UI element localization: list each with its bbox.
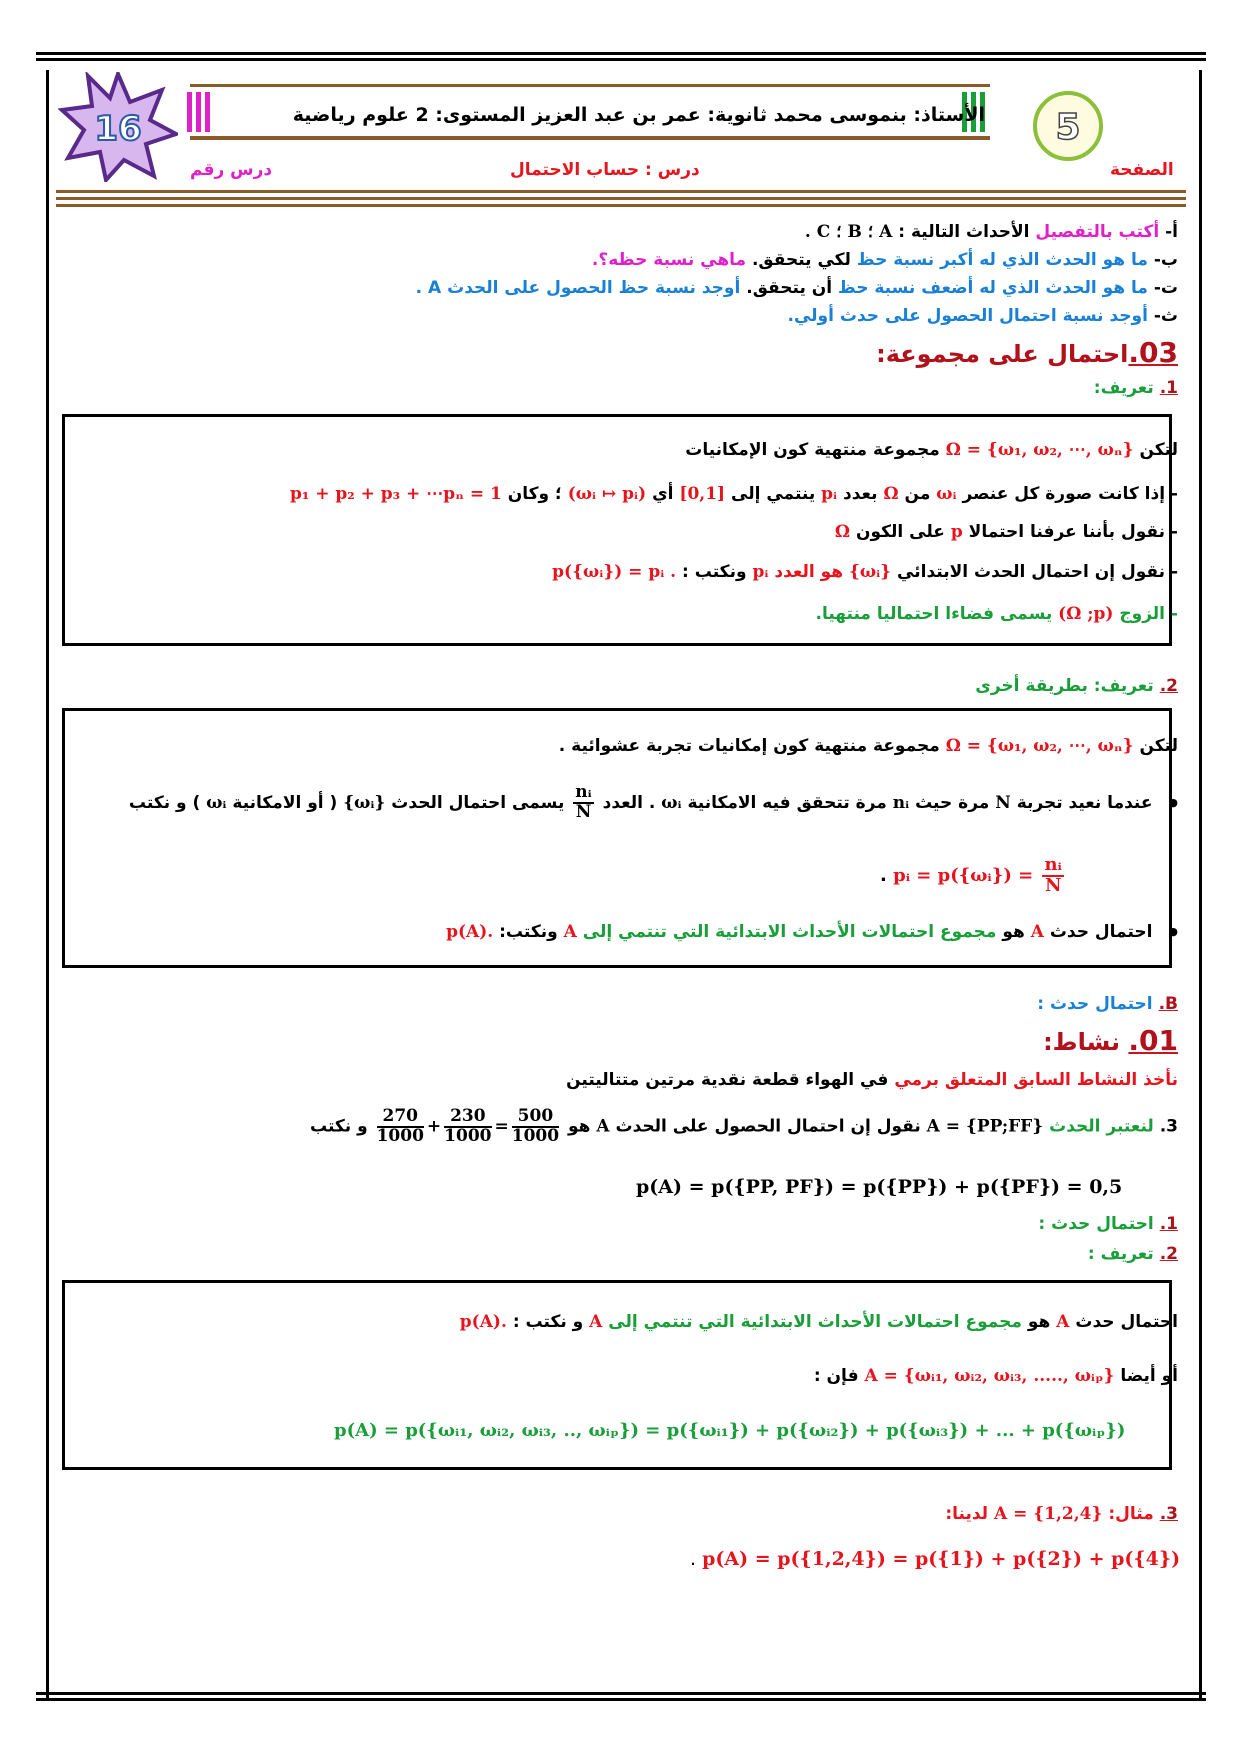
lesson-number-label: درس رقم — [190, 160, 273, 180]
def-title: تعريف: — [1093, 378, 1154, 398]
text: هو — [1027, 1312, 1051, 1332]
text: ) و نكتب — [128, 792, 201, 813]
question-b — [62, 250, 1178, 270]
pink-bar — [196, 92, 201, 132]
section-number: 03. — [1128, 336, 1178, 369]
math: Ω = {ω₁, ω₂, ⋯, ωₙ} — [945, 736, 1134, 756]
fraction — [444, 1108, 491, 1146]
top-rule — [36, 52, 1206, 55]
math: pᵢ — [821, 484, 838, 504]
bullet — [1158, 922, 1178, 942]
math: A = {1,2,4} — [993, 1504, 1103, 1524]
text: لتكن — [1139, 736, 1178, 756]
math: ωᵢ — [661, 792, 682, 813]
math: N — [995, 792, 1011, 813]
text: نقول إن احتمال الحصول على الحدث — [615, 1116, 921, 1137]
question-letter: ت- — [1153, 278, 1178, 298]
text: هو — [1002, 922, 1025, 942]
page-number: 5 — [1055, 107, 1081, 148]
def2-heading — [62, 676, 1178, 696]
math: pᵢ — [752, 562, 769, 582]
text: عندما نعيد تجربة — [1016, 792, 1153, 813]
math: A — [563, 922, 577, 942]
box1-line-2 — [62, 484, 1178, 504]
text: ونكتب : — [682, 562, 747, 582]
dot: . — [690, 1548, 697, 1570]
denominator: 1000 — [444, 1125, 492, 1146]
denominator: 1000 — [511, 1125, 560, 1146]
header-rule — [56, 204, 1186, 207]
question-part: الأحداث التالية : — [892, 222, 1036, 242]
math: ωᵢ — [936, 484, 957, 504]
numerator: 500 — [512, 1108, 559, 1128]
text: ينتمي إلى — [731, 484, 816, 504]
text: مرة تتحقق فيه الامكانية — [687, 792, 887, 813]
question-letter: أ- — [1165, 222, 1178, 242]
text: ؛ وكان — [507, 484, 562, 504]
def-number: 2. — [1159, 676, 1178, 696]
box3-formula: p(A) = p({ωᵢ₁, ωᵢ₂, ωᵢ₃, .., ωᵢₚ}) = p({ωᵢ₁}) + p({ωᵢ₂}) + p({ωᵢ₃}) + ... + p({ωᵢₚ}) — [334, 1420, 1126, 1441]
text: احتمال حدث — [1049, 922, 1153, 942]
math: (Ω ;p) — [1058, 604, 1114, 624]
section-b-heading — [62, 994, 1178, 1014]
text: يسمى فضاءا احتماليا منتهيا. — [815, 604, 1053, 624]
text: في الهواء قطعة نقدية مرتين متتاليتين — [566, 1070, 895, 1090]
numerator: 230 — [444, 1108, 491, 1128]
text: مرة حيث — [915, 792, 990, 813]
text: أي — [652, 484, 674, 504]
section-title: احتمال على مجموعة: — [876, 340, 1129, 368]
question-part: أوجد نسبة حظ الحصول على الحدث A . — [415, 278, 741, 298]
text: أو أيضا — [1120, 1366, 1178, 1386]
section-letter: B. — [1158, 994, 1178, 1014]
fraction — [512, 1108, 559, 1146]
math: {ωᵢ} — [343, 792, 386, 813]
text: هو العدد — [774, 562, 844, 582]
section-title: احتمال حدث : — [1037, 994, 1153, 1014]
question-part: ماهي نسبة حظه؟. — [591, 250, 747, 270]
text: - إذا كانت صورة كل عنصر — [962, 484, 1178, 504]
box3-line-1 — [62, 1312, 1178, 1332]
sub-number: 2. — [1159, 1244, 1178, 1264]
top-rule-2 — [36, 58, 1206, 61]
math: {ωᵢ} — [848, 562, 892, 582]
activity-number: 01. — [1128, 1024, 1178, 1057]
def-title: تعريف: بطريقة أخرى — [975, 676, 1154, 696]
math: Ω — [834, 522, 851, 542]
def1-heading — [62, 378, 1178, 398]
text: مجموع احتمالات الأحداث الابتدائية التي تنتمي إلى — [582, 922, 997, 942]
fraction — [377, 1108, 424, 1146]
question-a — [62, 222, 1178, 242]
text: مجموعة منتهية كون إمكانيات تجربة عشوائية . — [558, 736, 940, 756]
math: p₁ + p₂ + p₃ + ⋯pₙ = 1 — [289, 484, 502, 504]
math: p(A). — [459, 1312, 507, 1332]
math: p({ωᵢ}) = pᵢ . — [552, 562, 677, 582]
math: ωᵢ — [206, 792, 227, 813]
denominator: N — [1044, 874, 1062, 896]
text: لنعتبر الحدث — [1049, 1116, 1154, 1137]
math: A — [596, 1116, 610, 1137]
lesson-title: درس : حساب الاحتمال — [510, 160, 700, 180]
example-formula: p(A) = p({1,2,4}) = p({1}) + p({2}) + p({4}) — [702, 1548, 1181, 1570]
box2-line-3: . pᵢ = p({ωᵢ}) = $\frac{\text{nᵢ}}{N}$ — [880, 854, 1062, 896]
header-rule — [56, 197, 1186, 200]
sub1-heading — [62, 1214, 1178, 1234]
denominator: N — [575, 801, 592, 822]
numerator: 270 — [377, 1108, 424, 1128]
box1-line-1 — [62, 440, 1178, 460]
sub-number: 1. — [1159, 1214, 1178, 1234]
box2-line-1 — [62, 736, 1178, 756]
numerator: nᵢ — [1044, 854, 1062, 875]
star-badge-icon — [58, 72, 178, 182]
text: ( أو الامكانية — [232, 792, 338, 813]
page-label: الصفحة — [1110, 160, 1174, 180]
item-number: 3. — [1159, 1116, 1178, 1137]
question-d — [62, 306, 1178, 326]
question-letter: ب- — [1153, 250, 1178, 270]
question-part: ما هو الحدث الذي له أضعف نسبة حظ — [838, 278, 1148, 298]
question-part: أوجد نسبة احتمال الحصول على حدث أولي. — [787, 306, 1148, 326]
page-number-badge — [1032, 90, 1104, 162]
activity-item-3 — [62, 1108, 1178, 1146]
math: p — [950, 522, 963, 542]
bullet — [1158, 793, 1178, 813]
text: احتمال حدث — [1075, 1312, 1178, 1332]
text: - نقول إن احتمال الحدث الابتدائي — [897, 562, 1178, 582]
text: . العدد — [602, 792, 656, 813]
example-title: مثال: — [1108, 1504, 1154, 1524]
math: (ωᵢ ↦ pᵢ) — [567, 484, 647, 504]
question-letter: ث- — [1153, 306, 1178, 326]
math: pᵢ = p({ωᵢ}) = — [893, 864, 1034, 886]
pink-bar — [205, 92, 210, 132]
question-math: A ؛ B ؛ C . — [804, 222, 893, 242]
text: مجموع احتمالات الأحداث الابتدائية التي تنتمي إلى — [608, 1312, 1022, 1332]
text: - الزوج — [1119, 604, 1178, 624]
math: Ω — [883, 484, 899, 504]
box3-line-2 — [62, 1366, 1178, 1386]
activity-title: نشاط: — [1043, 1028, 1121, 1056]
text: على الكون — [855, 522, 945, 542]
teacher-line: الأستاذ: بنموسى محمد ثانوية: عمر بن عبد العزيز المستوى: 2 علوم رياضية — [292, 104, 985, 126]
math: [0,1] — [679, 484, 726, 504]
fraction — [1042, 856, 1063, 896]
math: A — [589, 1312, 603, 1332]
text: مجموعة منتهية كون الإمكانيات — [685, 440, 940, 460]
example-number: 3. — [1159, 1504, 1178, 1524]
text: بعدد — [843, 484, 878, 504]
text: يسمى احتمال الحدث — [391, 792, 565, 813]
example-formula-line — [690, 1548, 1180, 1570]
header-stripe — [190, 84, 990, 87]
math: Ω = {ω₁, ω₂, ⋯, ωₙ} — [945, 440, 1134, 460]
math: A = {ωᵢ₁, ωᵢ₂, ωᵢ₃, ....., ωᵢₚ} — [864, 1366, 1115, 1386]
math: A = {PP;FF} — [926, 1116, 1044, 1137]
numerator: nᵢ — [575, 782, 592, 802]
question-part: لكي يتحقق. — [746, 250, 857, 270]
text: و نكتب : — [512, 1312, 584, 1332]
sub-title: احتمال حدث : — [1038, 1214, 1154, 1234]
activity-heading — [62, 1024, 1178, 1058]
question-c — [62, 278, 1178, 298]
section-3-heading — [62, 336, 1178, 370]
math: A — [1056, 1312, 1070, 1332]
box2-line-4 — [62, 922, 1178, 942]
text: لتكن — [1139, 440, 1178, 460]
denominator: 1000 — [376, 1125, 424, 1146]
sub2-heading — [62, 1244, 1178, 1264]
header-stripe — [190, 136, 990, 140]
text: فإن : — [813, 1366, 859, 1386]
text: و نكتب — [309, 1116, 368, 1137]
fraction-sum: $\frac{270}{1000}$ + $\frac{230}{1000}$ = $\frac{500}{1000}$ — [376, 1106, 560, 1146]
text: - نقول بأننا عرفنا احتمالا — [968, 522, 1178, 542]
text: ونكتب: — [499, 922, 558, 942]
header-rule — [56, 190, 1186, 193]
lesson-number: 16 — [94, 109, 142, 149]
fraction — [573, 784, 593, 822]
math: nᵢ — [892, 792, 910, 813]
math: p(A). — [446, 922, 494, 942]
text: لدينا: — [945, 1504, 989, 1524]
text: هو — [568, 1116, 591, 1137]
activity-intro — [62, 1070, 1178, 1090]
question-part: أكتب بالتفصيل — [1035, 222, 1160, 242]
box1-line-3 — [62, 522, 1178, 542]
box1-line-4 — [62, 562, 1178, 582]
box1-line-5 — [62, 604, 1178, 624]
math: A — [1030, 922, 1044, 942]
sub-title: تعريف : — [1087, 1244, 1154, 1264]
activity-formula: p(A) = p({PP, PF}) = p({PP}) + p({PF}) = 0,5 — [636, 1176, 1123, 1198]
pink-bar — [187, 92, 192, 132]
box2-line-2 — [62, 784, 1178, 822]
text: من — [904, 484, 931, 504]
text: نأخذ النشاط السابق المتعلق برمي — [894, 1070, 1178, 1090]
question-part: أن يتحقق. — [740, 278, 838, 298]
def-number: 1. — [1159, 378, 1178, 398]
question-part: ما هو الحدث الذي له أكبر نسبة حظ — [856, 250, 1148, 270]
example-heading — [62, 1504, 1178, 1524]
